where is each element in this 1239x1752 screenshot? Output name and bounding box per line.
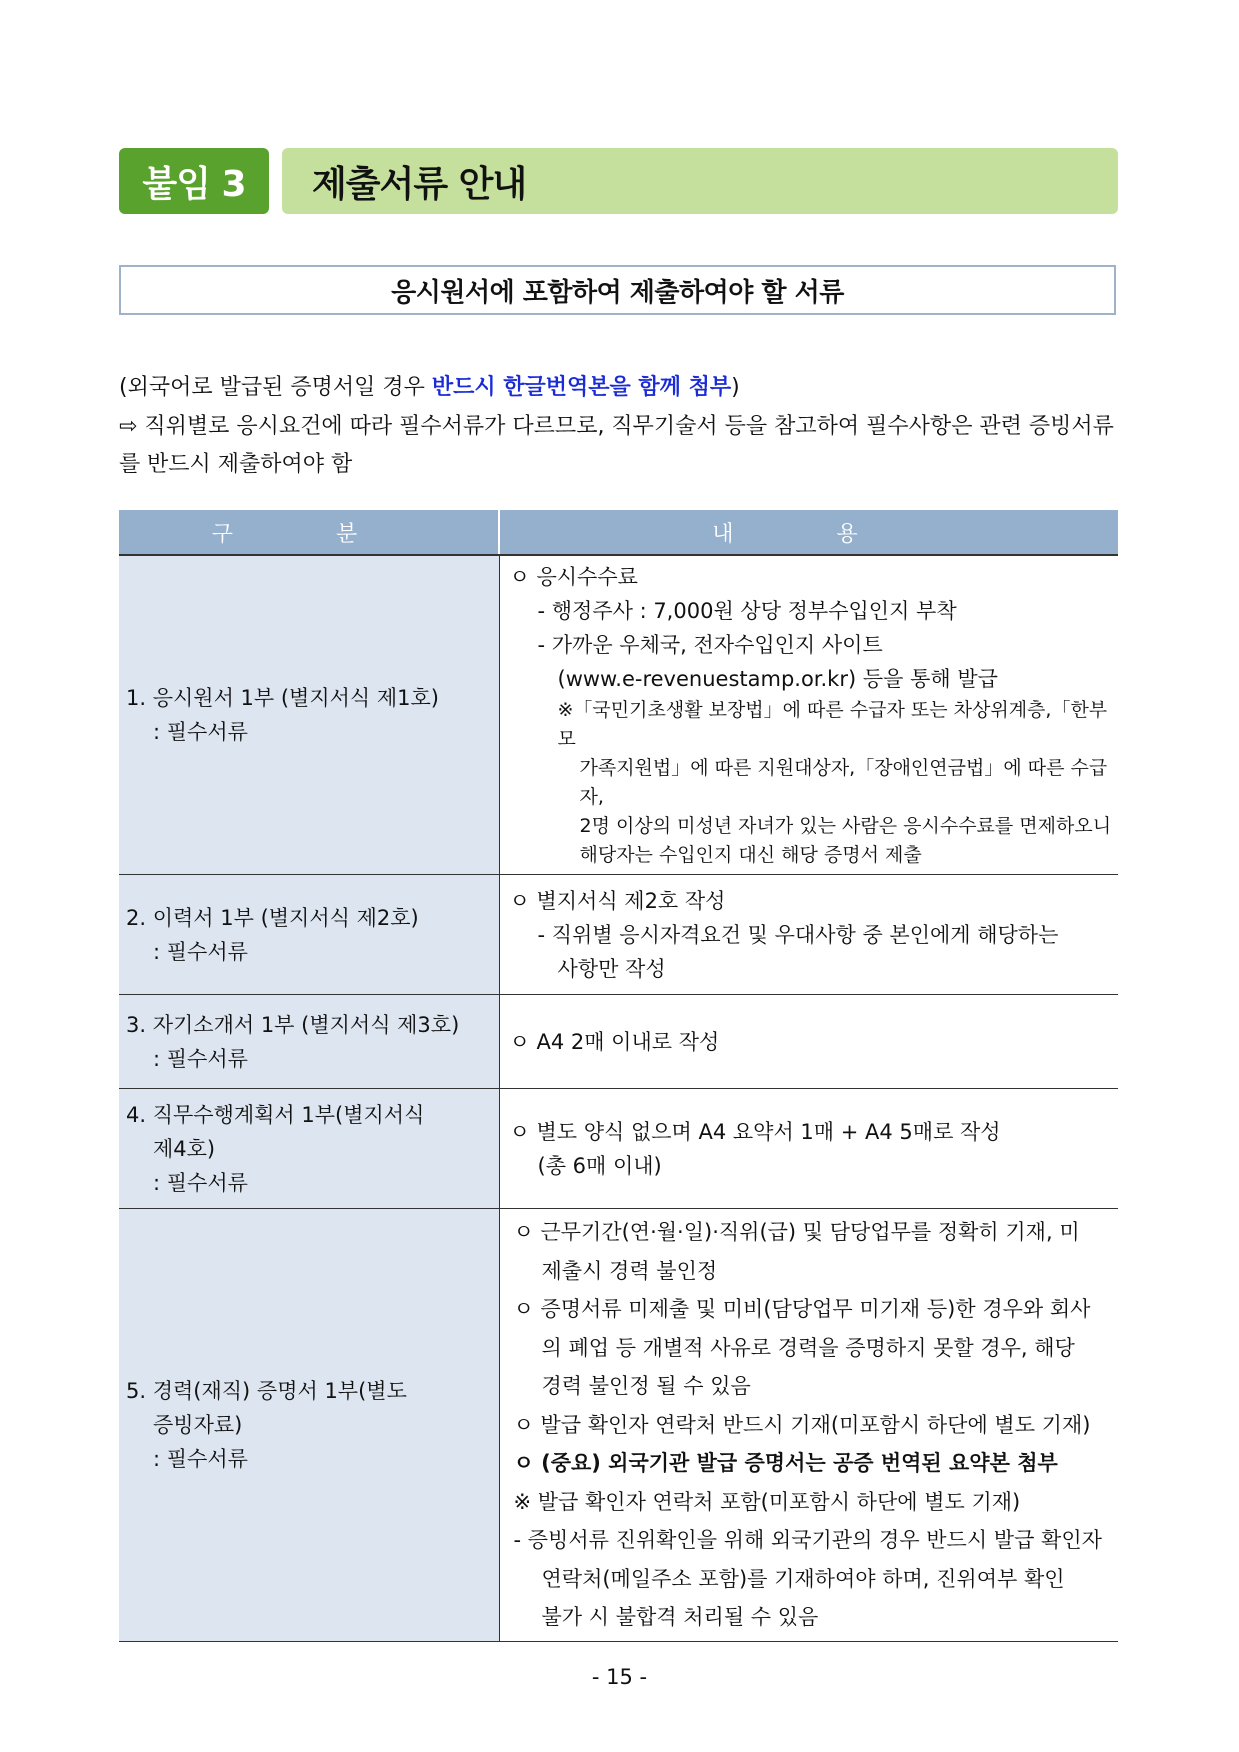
row-1-item-a: ㅇ 응시수수료 — [509, 565, 638, 589]
row-5-title: 5. 경력(재직) 증명서 1부(별도 — [126, 1378, 407, 1403]
intro-prefix: (외국어로 발급된 증명서일 경우 — [119, 375, 432, 400]
table-row — [119, 875, 1118, 995]
table-row — [119, 995, 1118, 1089]
row-4-item-a: ㅇ 별도 양식 없으며 A4 요약서 1매 + A4 5매로 작성 — [509, 1119, 1001, 1144]
row-5-item-a1: ㅇ 근무기간(연·월·일)·직위(급) 및 담당업무를 정확히 기재, 미 — [513, 1220, 1080, 1244]
row-5-content — [499, 1209, 1118, 1642]
row-1-required: : 필수서류 — [153, 720, 248, 744]
row-5-category — [119, 1209, 499, 1642]
row-2-title: 2. 이력서 1부 (별지서식 제2호) — [126, 905, 419, 930]
row-5-item-f2: 연락처(메일주소 포함)를 기재하여야 하며, 진위여부 확인 — [541, 1566, 1065, 1591]
row-5-item-d: ㅇ (중요) 외국기관 발급 증명서는 공증 번역된 요약본 첨부 — [513, 1451, 1058, 1475]
section-subtitle: 응시원서에 포함하여 제출하여야 할 서류 — [119, 265, 1116, 315]
row-1-note-2: 가족지원법」에 따른 지원대상자,「장애인연금법」에 따른 수급자, — [579, 757, 1108, 808]
row-4-item-b: (총 6매 이내) — [537, 1153, 662, 1178]
row-1-content — [499, 555, 1118, 875]
row-4-title: 4. 직무수행계획서 1부(별지서식 — [126, 1102, 425, 1127]
table-row — [119, 1089, 1118, 1209]
row-1-title: 1. 응시원서 1부 (별지서식 제1호) — [126, 686, 439, 710]
row-4-content — [499, 1089, 1118, 1209]
row-3-content — [499, 995, 1118, 1089]
row-5-item-c: ㅇ 발급 확인자 연락처 반드시 기재(미포함시 하단에 별도 기재) — [513, 1412, 1091, 1437]
page-number: - 15 - — [591, 1665, 648, 1689]
document-requirements-table — [119, 510, 1118, 1642]
row-5-item-a2: 제출시 경력 불인정 — [541, 1258, 718, 1283]
row-5-required: : 필수서류 — [153, 1446, 248, 1471]
header-category: 구 분 — [119, 510, 499, 555]
title-row — [119, 148, 1118, 214]
row-2-content — [499, 875, 1118, 995]
table-header-row — [119, 510, 1118, 555]
row-5-item-e: ※ 발급 확인자 연락처 포함(미포함시 하단에 별도 기재) — [513, 1489, 1021, 1514]
row-1-note-4: 해당자는 수입인지 대신 해당 증명서 제출 — [579, 844, 922, 866]
row-5-item-f1: - 증빙서류 진위확인을 위해 외국기관의 경우 반드시 발급 확인자 — [513, 1528, 1102, 1552]
row-2-item-b: - 직위별 응시자격요건 및 우대사항 중 본인에게 해당하는 — [537, 922, 1059, 947]
row-3-item-a: ㅇ A4 2매 이내로 작성 — [509, 1029, 720, 1054]
row-5-item-b2: 의 폐업 등 개별적 사유로 경력을 증명하지 못할 경우, 해당 — [541, 1335, 1075, 1360]
row-2-category — [119, 875, 499, 995]
table-row — [119, 555, 1118, 875]
header-content: 내 용 — [499, 510, 1118, 555]
row-5-item-b3: 경력 불인정 될 수 있음 — [541, 1374, 751, 1398]
row-1-note-3: 2명 이상의 미성년 자녀가 있는 사람은 응시수수료를 면제하오니 — [579, 815, 1112, 837]
row-5-item-b1: ㅇ 증명서류 미제출 및 미비(담당업무 미기재 등)한 경우와 회사 — [513, 1297, 1091, 1321]
row-1-item-d: (www.e-revenuestamp.or.kr) 등을 통해 발급 — [557, 667, 998, 691]
row-2-item-a: ㅇ 별지서식 제2호 작성 — [509, 888, 726, 913]
row-2-required: : 필수서류 — [153, 939, 248, 964]
row-3-required: : 필수서류 — [153, 1046, 248, 1071]
table-row — [119, 1209, 1118, 1642]
row-3-category — [119, 995, 499, 1089]
intro-suffix: ) — [731, 375, 740, 400]
row-1-note-1: ※「국민기초생활 보장법」에 따른 수급자 또는 차상위계층,「한부모 — [557, 699, 1108, 750]
intro-line-3: 반드시 제출하여야 함 — [147, 452, 353, 477]
intro-highlight: 반드시 한글번역본을 함께 첨부 — [431, 375, 732, 400]
row-3-title: 3. 자기소개서 1부 (별지서식 제3호) — [126, 1012, 460, 1037]
row-2-item-c: 사항만 작성 — [557, 956, 666, 981]
row-4-required: : 필수서류 — [153, 1170, 248, 1195]
row-5-item-f3: 불가 시 불합격 처리될 수 있음 — [541, 1605, 819, 1629]
row-5-title-cont: 증빙자료) — [153, 1412, 243, 1437]
row-1-item-c: - 가까운 우체국, 전자수입인지 사이트 — [537, 633, 883, 657]
row-4-title-cont: 제4호) — [153, 1136, 216, 1161]
row-4-category — [119, 1089, 499, 1209]
attachment-badge: 붙임 3 — [119, 148, 269, 214]
title-bar — [282, 148, 1118, 214]
intro-line-2: ⇨ 직위별로 응시요건에 따라 필수서류가 다르므로, 직무기술서 등을 참고하여 필수사항은 관련 증빙서류를 — [119, 414, 1114, 477]
intro-line-1 — [119, 369, 1119, 407]
page-title: 제출서류 안내 — [312, 163, 527, 205]
row-1-item-b: - 행정주사 : 7,000원 상당 정부수입인지 부착 — [537, 599, 957, 623]
row-1-category — [119, 555, 499, 875]
